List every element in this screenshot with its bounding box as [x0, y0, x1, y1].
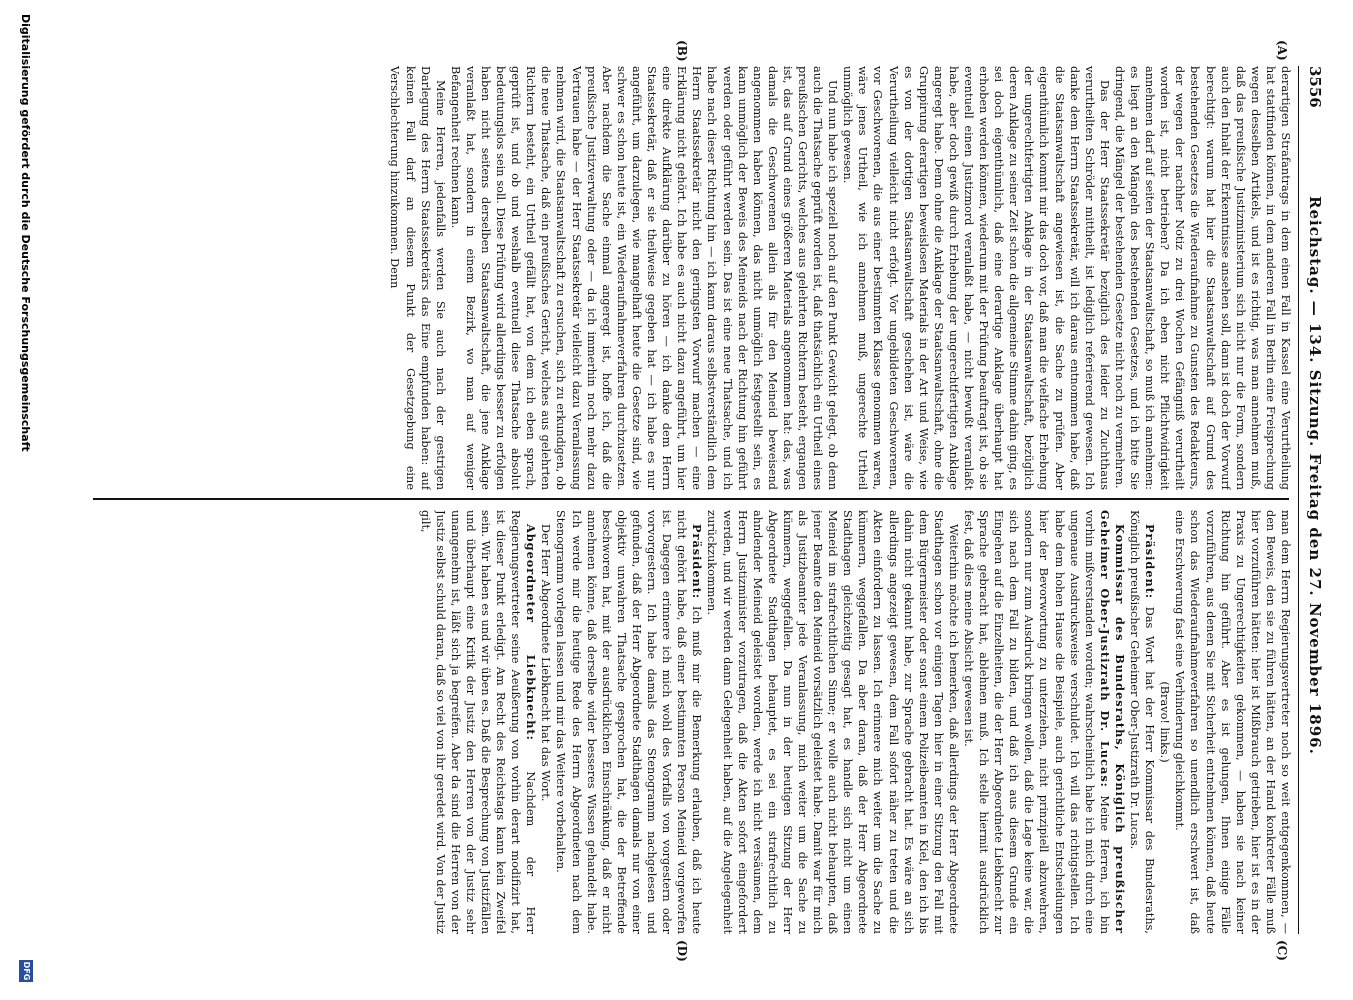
right-column: [83, 510, 1293, 934]
margin-mark-c: (C): [1275, 940, 1289, 961]
speaker-name: Präsident:: [690, 524, 705, 600]
paragraph: Weiterhin möchte ich bemerken, daß allerdings der Herr Abgeordnete Stadthagen schon vor einigen Tagen hier in einer Sitzung den Fall mit dem Bürgermeister oder sonst einem Polizeibeamten in Kiel, den ich bis dahin nicht gekannt habe, zur Sprache gebracht hat. Es wäre an sich allerdings angezeigt gewesen, dem Fall sofort näher zu treten und die Akten einfordern zu lassen. Ich erinnere mich weiter um die Sache zu kümmern, weggefallen. Da aber daran, daß der Herr Abgeordnete Stadthagen gleichzeitig gesagt hat, es handle sich nicht um einen Meineid im strafrechtlichen Sinne; er wolle auch nicht behaupten, daß jener Beamte den Meineid vorsätzlich geleistet habe. Damit war für mich als Justizbeamter jede Veranlassung, mich weiter um die Sache zu kümmern, weggefallen. Da nun in der heutigen Sitzung der Herr Abgeordnete Stadthagen behauptet, es sei ein strafrechtlich zu ahndender Meineid geleistet worden, werde ich nicht versäumen, dem Herrn Justizminister vorzutragen, daß die Akten sofort eingefordert werden, und wir werden dann Gelegenheit haben, auf die Angelegenheit zurückzukommen.: [705, 510, 960, 934]
speaker-name: Präsident:: [1143, 524, 1158, 600]
paragraph: Meine Herren, jedenfalls werden Sie auch nach der gestrigen Darlegung des Herrn Staatssekretärs das Eine empfunden haben: auf keinen Fall darf an diesem Punkt der Gesetzgebung eine Verschlechterung hinzukommen. Denn: [388, 66, 447, 490]
speaker-paragraph: [418, 510, 539, 934]
speaker-paragraph: [1127, 510, 1157, 934]
margin-mark-b: (B): [675, 40, 689, 62]
speaker-name: Abgeordneter Liebknecht:: [524, 524, 539, 741]
paragraph: Das der Herr Staatssekretär bezüglich des leider zu Zuchthaus verurtheilten Schröder mittheilt, ist lediglich referierend gewesen. Ich danke dem Herrn Staatssekretär, will ich daraus entnommen habe, daß die Staatsanwaltschaft angewiesen ist, die Sache zu prüfen. Aber eigenthümlich kommt mir das doch vor, daß man die vielfache Erhebung der ungerechtfertigten Anklage in der Staatsanwaltschaft, bezüglich deren Anklage zu seiner Zeit schon die allgemeine Stimme dahin ging, es sei doch eigenthümlich, daß eine derartige Anklage überhaupt hat erhoben werden können, wiederum mit der Prüfung beauftragt ist, ob sie eventuell einen Justizmord veranlaßt habe, — nicht bewußt veranlaßt habe, aber doch gewiß durch Erhebung der ungerechtfertigten Anklage angeregt habe. Denn ohne die Anklage der Staatsanwaltschaft, ohne die Gruppirung derartigen beweislosen Materials in der Art und Weise, wie es von der dortigen Staatsanwaltschaft geschehen ist, wäre die Verurtheilung vielleicht nicht erfolgt. Vor ungebildeten Geschworenen, vor Geschworenen, die aus einer bestimmten Klasse genommen waren, wäre jenes Urtheil, wie ich annehmen muß, ungerechte Urtheil unmöglich gewesen.: [841, 66, 1111, 490]
paragraph: Der Herr Abgeordnete Liebknecht hat das Wort.: [539, 524, 553, 802]
running-title: Reichstag. — 134. Sitzung. Freitag den 27. November 1896.: [1306, 196, 1324, 755]
margin-mark-d: (D): [675, 940, 689, 962]
page-header: [1303, 66, 1327, 934]
speaker-name: Kommissar des Bundesraths, Königlich preußischer Geheimer Ober-Justizrath Dr. Lucas:: [1097, 510, 1127, 934]
column-divider: [93, 498, 1289, 500]
paragraph: man dem Herrn Regierungsvertreter noch so weit entgegenkommen, — den Beweis, den sie zu führen hätten, an der Hand konkreter Fälle muß hier vorzuführen hätten: hier ist Mißbrauch getrieben, hier ist es in der Praxis zu Ungerechtigkeiten gekommen, — haben sie nach keiner Richtung hin geführt. Aber es ist gelungen, Ihnen einige Fälle vorzuführen, aus denen Sie mit Sicherheit entnehmen können, daß heute schon das Wiederaufnahmeverfahren so unendlich erschwert ist, daß eine Erschwerung fast eine Verhinderung gleichkommt.: [1173, 510, 1292, 934]
speech-text: Das Wort hat der Herr Kommissar des Bundesraths, Königlich preußischer Geheimer Ober-Justizrath Dr. Lucas.: [1128, 510, 1157, 934]
header-rule: [1298, 66, 1299, 934]
dfg-logo-icon: DFG: [19, 960, 33, 982]
speech-text: Ich muß mir die Bemerkung erlauben, daß ich heute nicht gehört habe, daß einer bestimmten Person Meineid vorgeworfen ist. Dagegen erinnere ich mich wohl des Vorfalls von vorgestern oder vorvorgestern. Ich habe damals das Stenogramm nachgelesen und gefunden, daß der Herr Abgeordnete Stadthagen damals nur von einer objektiv unwahren Thatsache gesprochen hat, die der Betreffende beschworen hat, mit der ausdrücklichen Einschränkung, daß er nicht annehmen könne, daß derselbe wider besseres Wissen gehandelt habe. Ich werde mir die heutige Rede des Herrn Abgeordneten nach dem Stenogramm vorlegen lassen und mir das Weitere vorbehalten.: [554, 510, 704, 934]
digitization-footer: [11, 0, 39, 1000]
left-column: [83, 66, 1293, 490]
applause-note: (Bravo! links.): [1158, 681, 1172, 763]
margin-mark-a: (A): [1275, 40, 1289, 61]
page-number: 3556: [1306, 66, 1324, 108]
speaker-paragraph: [961, 510, 1127, 934]
speech-text: Meine Herren, ich bin vorhin mißverstanden worden; wahrscheinlich habe ich mich durch eine ungenaue Ausdrucksweise verschuldet. Ich will das richtigstellen. Ich habe dem hohen Hause die Beispiele, auch gerichtliche Entscheidungen hier der Bevorwortung zu unterziehen, nicht prinzipiell abzuwehren, sondern nur zum Ausdruck bringen wollen, daß die Lage keine war, die sich nach dem Fall zu bilden, und daß ich aus diesem Grunde ein Eingehen auf die Einzelheiten, die der Herr Abgeordnete Liebknecht zur Sprache gebracht hat, ablehnen muß. Ich stelle hiermit ausdrücklich fest, daß dies meine Absicht gewesen ist.: [962, 510, 1111, 934]
paragraph: Und nun habe ich speziell noch auf den Punkt Gewicht gelegt, ob denn auch die Thatsache geprüft worden ist, daß thatsächlich ein Urtheil eines preußischen Gerichts, welches aus gelehrten Richtern besteht, ergangen ist, das auf Grund eines größeren Materials angenommen hat: das, was damals die Geschworenen allein als für den Meineid beweisend angenommen haben können, das nicht unmöglich festgestellt sein, es kann unmöglich der Beweis des Meineids nach der Richtung hin geführt werden oder geführt werden sein. Das ist eine neue Thatsache, und ich habe nach dieser Richtung hin — ich kann daraus selbstverständlich dem Herrn Staatssekretär nicht den geringsten Vorwurf machen — eine Erklärung nicht gehört. Ich habe es auch nicht dazu angeführt, um hier eine direkte Aufklärung darüber zu hören — ich danke dem Herrn Staatssekretär, daß er sie theilweise gegeben hat — ich habe es nur angeführt, um darzulegen, wie mangelhaft heute die Gesetze sind, wie schwer es schon heute ist, ein Wiederaufnahmeverfahren durchzusetzen. Aber nachdem die Sache einmal angeregt ist, hoffe ich, daß die preußische Justizverwaltung oder — da ich immerhin noch mehr dazu Vertrauen habe — der Herr Staatssekretär vielleicht dazu Veranlassung nehmen wird, die Staatsanwaltschaft zu ersuchen, sich zu erkundigen, ob die neue Thatsache, daß ein preußisches Gericht, welches aus gelehrten Richtern besteht, ein Urtheil gefällt hat, von dem ich eben sprach, geprüft ist, und ob und weshalb eventuell diese Thatsache absolut bedeutungslos sein soll. Diese Prüfung wird allerdings besser zu erfolgen haben nicht seitens derselben Staatsanwaltschaft, die jene Anklage veranlaßt hat, sondern in einem Bezirk, wo man auf weniger Befangenheit rechnen kann.: [448, 66, 840, 490]
speaker-paragraph: [553, 510, 704, 934]
paragraph: derartigen Strafantrags in dem einen Fall in Kassel eine Verurtheilung hat stattfinden können, in dem anderen Fall in Berlin eine Freisprechung wegen desselben Artikels, und ist es richtig, was man annehmen muß, daß das preußische Justizministerium sich nicht nur die Form, sondern auch den Inhalt der Erkenntnisse ansehen soll, dann ist doch der Vorwurf berechtigt: warum hat hier die Staatsanwaltschaft auf Grund des bestehenden Gesetzes die Wiederaufnahme zu Gunsten des Redakteurs, der wegen der nachher Notiz zu drei Wochen Gefängniß verurtheilt worden ist, nicht betrieben? Da ich eben nicht Pflichtwidrigkeit annehmen darf auf seiten der Staatsanwaltschaft, so muß ich annehmen: es liegt an den Mängeln des bestehenden Gesetzes, und ich bitte Sie dringend, die Mängel der bestehenden Gesetze nicht noch zu vermehren.: [1112, 66, 1292, 490]
funding-note: Digitalisierung gefördert durch die Deutsche Forschungsgemeinschaft: [19, 14, 32, 452]
speech-text: Nachdem der Herr Regierungsvertreter seine Aeußerung von vorhin derart modifizirt hat, ist dieser Punkt erledigt. Am Recht des Reichstags kann kein Zweifel sein. Wir haben es und wir üben es. Daß die Besprechung von Justizfällen und überhaupt eine Kritik der Justiz den Herren von der Justiz sehr unangenehm ist, läßt sich ja begreifen. Aber da sind die Herren von der Justiz selbst schuld daran, daß so viel von ihr geredet wird. Von der Justiz gilt,: [418, 510, 538, 934]
